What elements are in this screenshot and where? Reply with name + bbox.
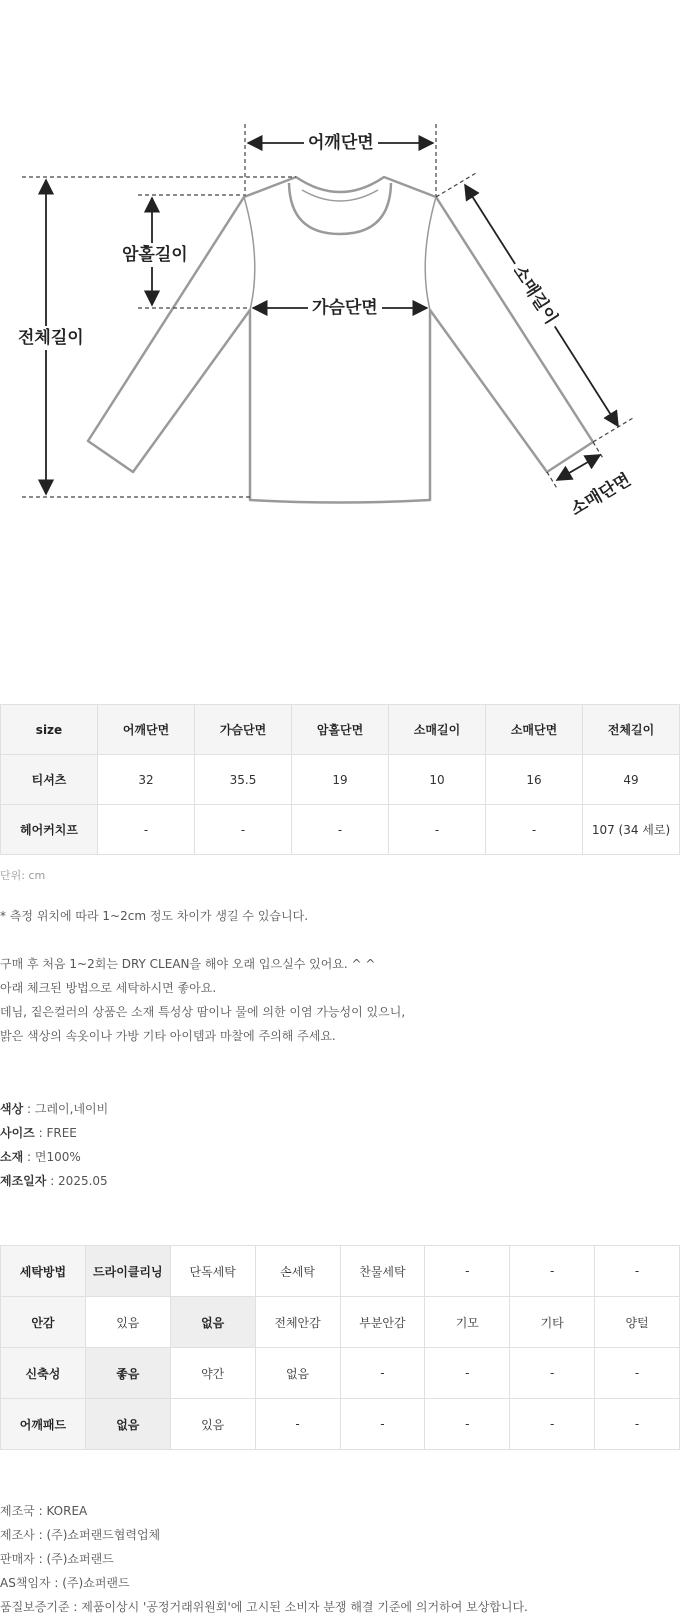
table-row [1,755,680,805]
row-label: 안감 [1,1297,86,1348]
row-label: 헤어커치프 [1,805,98,855]
unit-note: 단위: cm [0,869,46,882]
care-option: 약간 [170,1348,255,1399]
care-option: - [425,1246,510,1297]
info-as-manager: AS책임자 : (주)쇼퍼랜드 [0,1576,130,1590]
care-note-line: 밝은 색상의 속옷이나 가방 기타 아이템과 마찰에 주의해 주세요. [0,1029,336,1043]
table-row [1,805,680,855]
chest-label: 가슴단면 [308,298,382,318]
care-note-line: 데님, 짙은컬러의 상품은 소재 특성상 땀이나 물에 의한 이염 가능성이 있으니, [0,1005,406,1019]
care-table [0,1245,680,1450]
care-option: - [340,1399,425,1450]
shoulder-label: 어깨단면 [304,133,378,153]
care-row-lining [1,1297,680,1348]
care-option: - [510,1246,595,1297]
header-cell: 전체길이 [583,705,680,755]
care-row-stretch [1,1348,680,1399]
care-option: 있음 [85,1297,170,1348]
care-option-selected: 드라이클리닝 [85,1246,170,1297]
table-cell: - [292,805,389,855]
dimension-arrows [46,143,618,494]
care-option-selected: 좋음 [85,1348,170,1399]
table-cell: 35.5 [195,755,292,805]
tshirt-diagram-svg [0,0,680,700]
table-cell: 107 (34 세로) [583,805,680,855]
sleeve-length-label: 소매길이 [506,259,563,332]
table-cell: 19 [292,755,389,805]
table-cell: 16 [486,755,583,805]
row-label: 어깨패드 [1,1399,86,1450]
care-option: - [425,1348,510,1399]
spec-material: 소재 : 면100% [0,1150,81,1164]
table-cell: - [486,805,583,855]
size-table-header [1,705,680,755]
table-cell: - [98,805,195,855]
row-label: 세탁방법 [1,1246,86,1297]
header-cell: 가슴단면 [195,705,292,755]
size-table [0,704,680,855]
header-cell: size [1,705,98,755]
header-cell: 소매단면 [486,705,583,755]
table-cell: 32 [98,755,195,805]
table-cell: - [195,805,292,855]
care-option: 단독세탁 [170,1246,255,1297]
care-option: 부분안감 [340,1297,425,1348]
care-option: 있음 [170,1399,255,1450]
care-option-selected: 없음 [170,1297,255,1348]
care-option: - [595,1399,680,1450]
spec-manufacture-date: 제조일자 : 2025.05 [0,1174,108,1188]
care-option: 양털 [595,1297,680,1348]
care-note-line: 아래 체크된 방법으로 세탁하시면 좋아요. [0,981,217,995]
info-quality-guarantee: 품질보증기준 : 제품이상시 '공정거래위원회'에 고시된 소비자 분쟁 해결 기준에 의거하여 보상합니다. [0,1600,528,1614]
spec-size: 사이즈 : FREE [0,1126,77,1140]
table-cell: 10 [389,755,486,805]
header-cell: 소매길이 [389,705,486,755]
care-option: - [510,1399,595,1450]
header-cell: 어깨단면 [98,705,195,755]
care-option: - [510,1348,595,1399]
care-option: 기타 [510,1297,595,1348]
care-row-washing [1,1246,680,1297]
info-seller: 판매자 : (주)쇼퍼랜드 [0,1552,114,1566]
measure-note: * 측정 위치에 따라 1~2cm 정도 차이가 생길 수 있습니다. [0,909,309,923]
care-option: 없음 [255,1348,340,1399]
table-cell: - [389,805,486,855]
info-manufacturer: 제조사 : (주)쇼퍼랜드협력업체 [0,1528,161,1542]
row-label: 티셔츠 [1,755,98,805]
care-note-line: 구매 후 처음 1~2회는 DRY CLEAN을 해야 오래 입으실수 있어요. ^ ^ [0,957,376,971]
row-label: 신축성 [1,1348,86,1399]
tshirt-outline [88,177,593,503]
care-option: - [255,1399,340,1450]
armhole-label: 암홀길이 [122,245,188,265]
care-option: - [595,1348,680,1399]
care-option: 찬물세탁 [340,1246,425,1297]
info-country: 제조국 : KOREA [0,1504,88,1518]
care-option: 손세탁 [255,1246,340,1297]
care-option: - [595,1246,680,1297]
care-option-selected: 없음 [85,1399,170,1450]
total-length-label: 전체길이 [18,328,84,348]
care-option: 전체안감 [255,1297,340,1348]
care-option: - [340,1348,425,1399]
care-row-shoulder-pad [1,1399,680,1450]
header-cell: 암홀단면 [292,705,389,755]
measurement-diagram [0,0,680,700]
care-option: - [425,1399,510,1450]
care-option: 기모 [425,1297,510,1348]
sleeve-width-label: 소매단면 [567,469,635,521]
table-cell: 49 [583,755,680,805]
spec-color: 색상 : 그레이,네이비 [0,1102,109,1116]
